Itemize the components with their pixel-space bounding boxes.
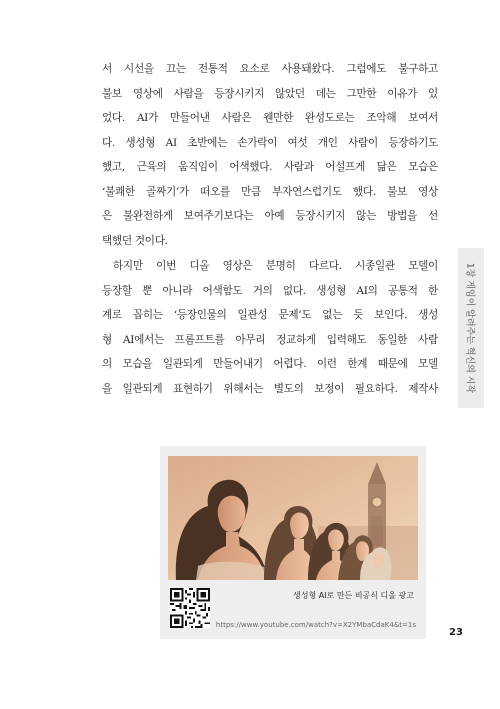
text-line: 하지만 이번 디올 영상은 분명히 다르다. 시종일관 모델이 <box>113 260 438 272</box>
text-line: 등장할 뿐 아니라 어색함도 거의 없다. 생성형 AI의 공통적 한 <box>102 284 438 297</box>
text-line: 불보 영상에 사람을 등장시키지 않았던 데는 그만한 이유가 있 <box>102 87 438 100</box>
video-url-link[interactable]: https://www.youtube.com/watch?v=X2YMbaCdaK4&t=1s <box>215 621 416 629</box>
body-paragraph-1 <box>102 57 438 253</box>
qr-code[interactable] <box>170 588 210 628</box>
text-line: 했고, 근육의 움직임이 어색했다. 사람과 어설프게 닮은 모습은 <box>102 161 438 173</box>
text-line: 을 일관되게 표현하기 위해서는 별도의 보정이 필요하다. 제작사 <box>102 382 438 395</box>
qr-code-icon <box>170 588 210 628</box>
ad-photo <box>168 456 418 580</box>
body-paragraph-2 <box>102 254 438 401</box>
chapter-side-label: 1장 게임이 알려주는 혁신의 시작 <box>464 262 475 394</box>
page-number: 23 <box>449 627 463 638</box>
figure-box <box>160 446 426 639</box>
text-line: 형 AI에서는 프롬프트를 아무리 정교하게 입력해도 동일한 사람 <box>102 333 438 346</box>
text-line: 계로 꼽히는 ‘등장인물의 일관성 문제’도 없는 듯 보인다. 생성 <box>102 309 438 321</box>
models-photo-illustration <box>168 456 418 580</box>
text-line: 은 불완전하게 보여주기보다는 아예 등장시키지 않는 방법을 선 <box>102 210 438 222</box>
text-line: 다. 생성형 AI 초반에는 손가락이 여섯 개인 사람이 등장하기도 <box>102 136 438 149</box>
text-line: 었다. AI가 만들어낸 사람은 웬만한 완성도로는 조악해 보여서 <box>102 112 438 124</box>
text-line: 의 모습을 일관되게 만들어내기 어렵다. 이런 한계 때문에 모델 <box>102 358 438 370</box>
text-line: ‘불쾌한 골짜기’가 떠오를 만큼 부자연스럽기도 했다. 불보 영상 <box>102 185 438 198</box>
text-line: 택했던 것이다. <box>102 234 168 247</box>
text-line: 서 시선을 끄는 전통적 요소로 사용돼왔다. 그럼에도 불구하고 <box>102 63 438 75</box>
figure-caption: 생성형 AI로 만든 비공식 디올 광고 <box>292 591 414 600</box>
